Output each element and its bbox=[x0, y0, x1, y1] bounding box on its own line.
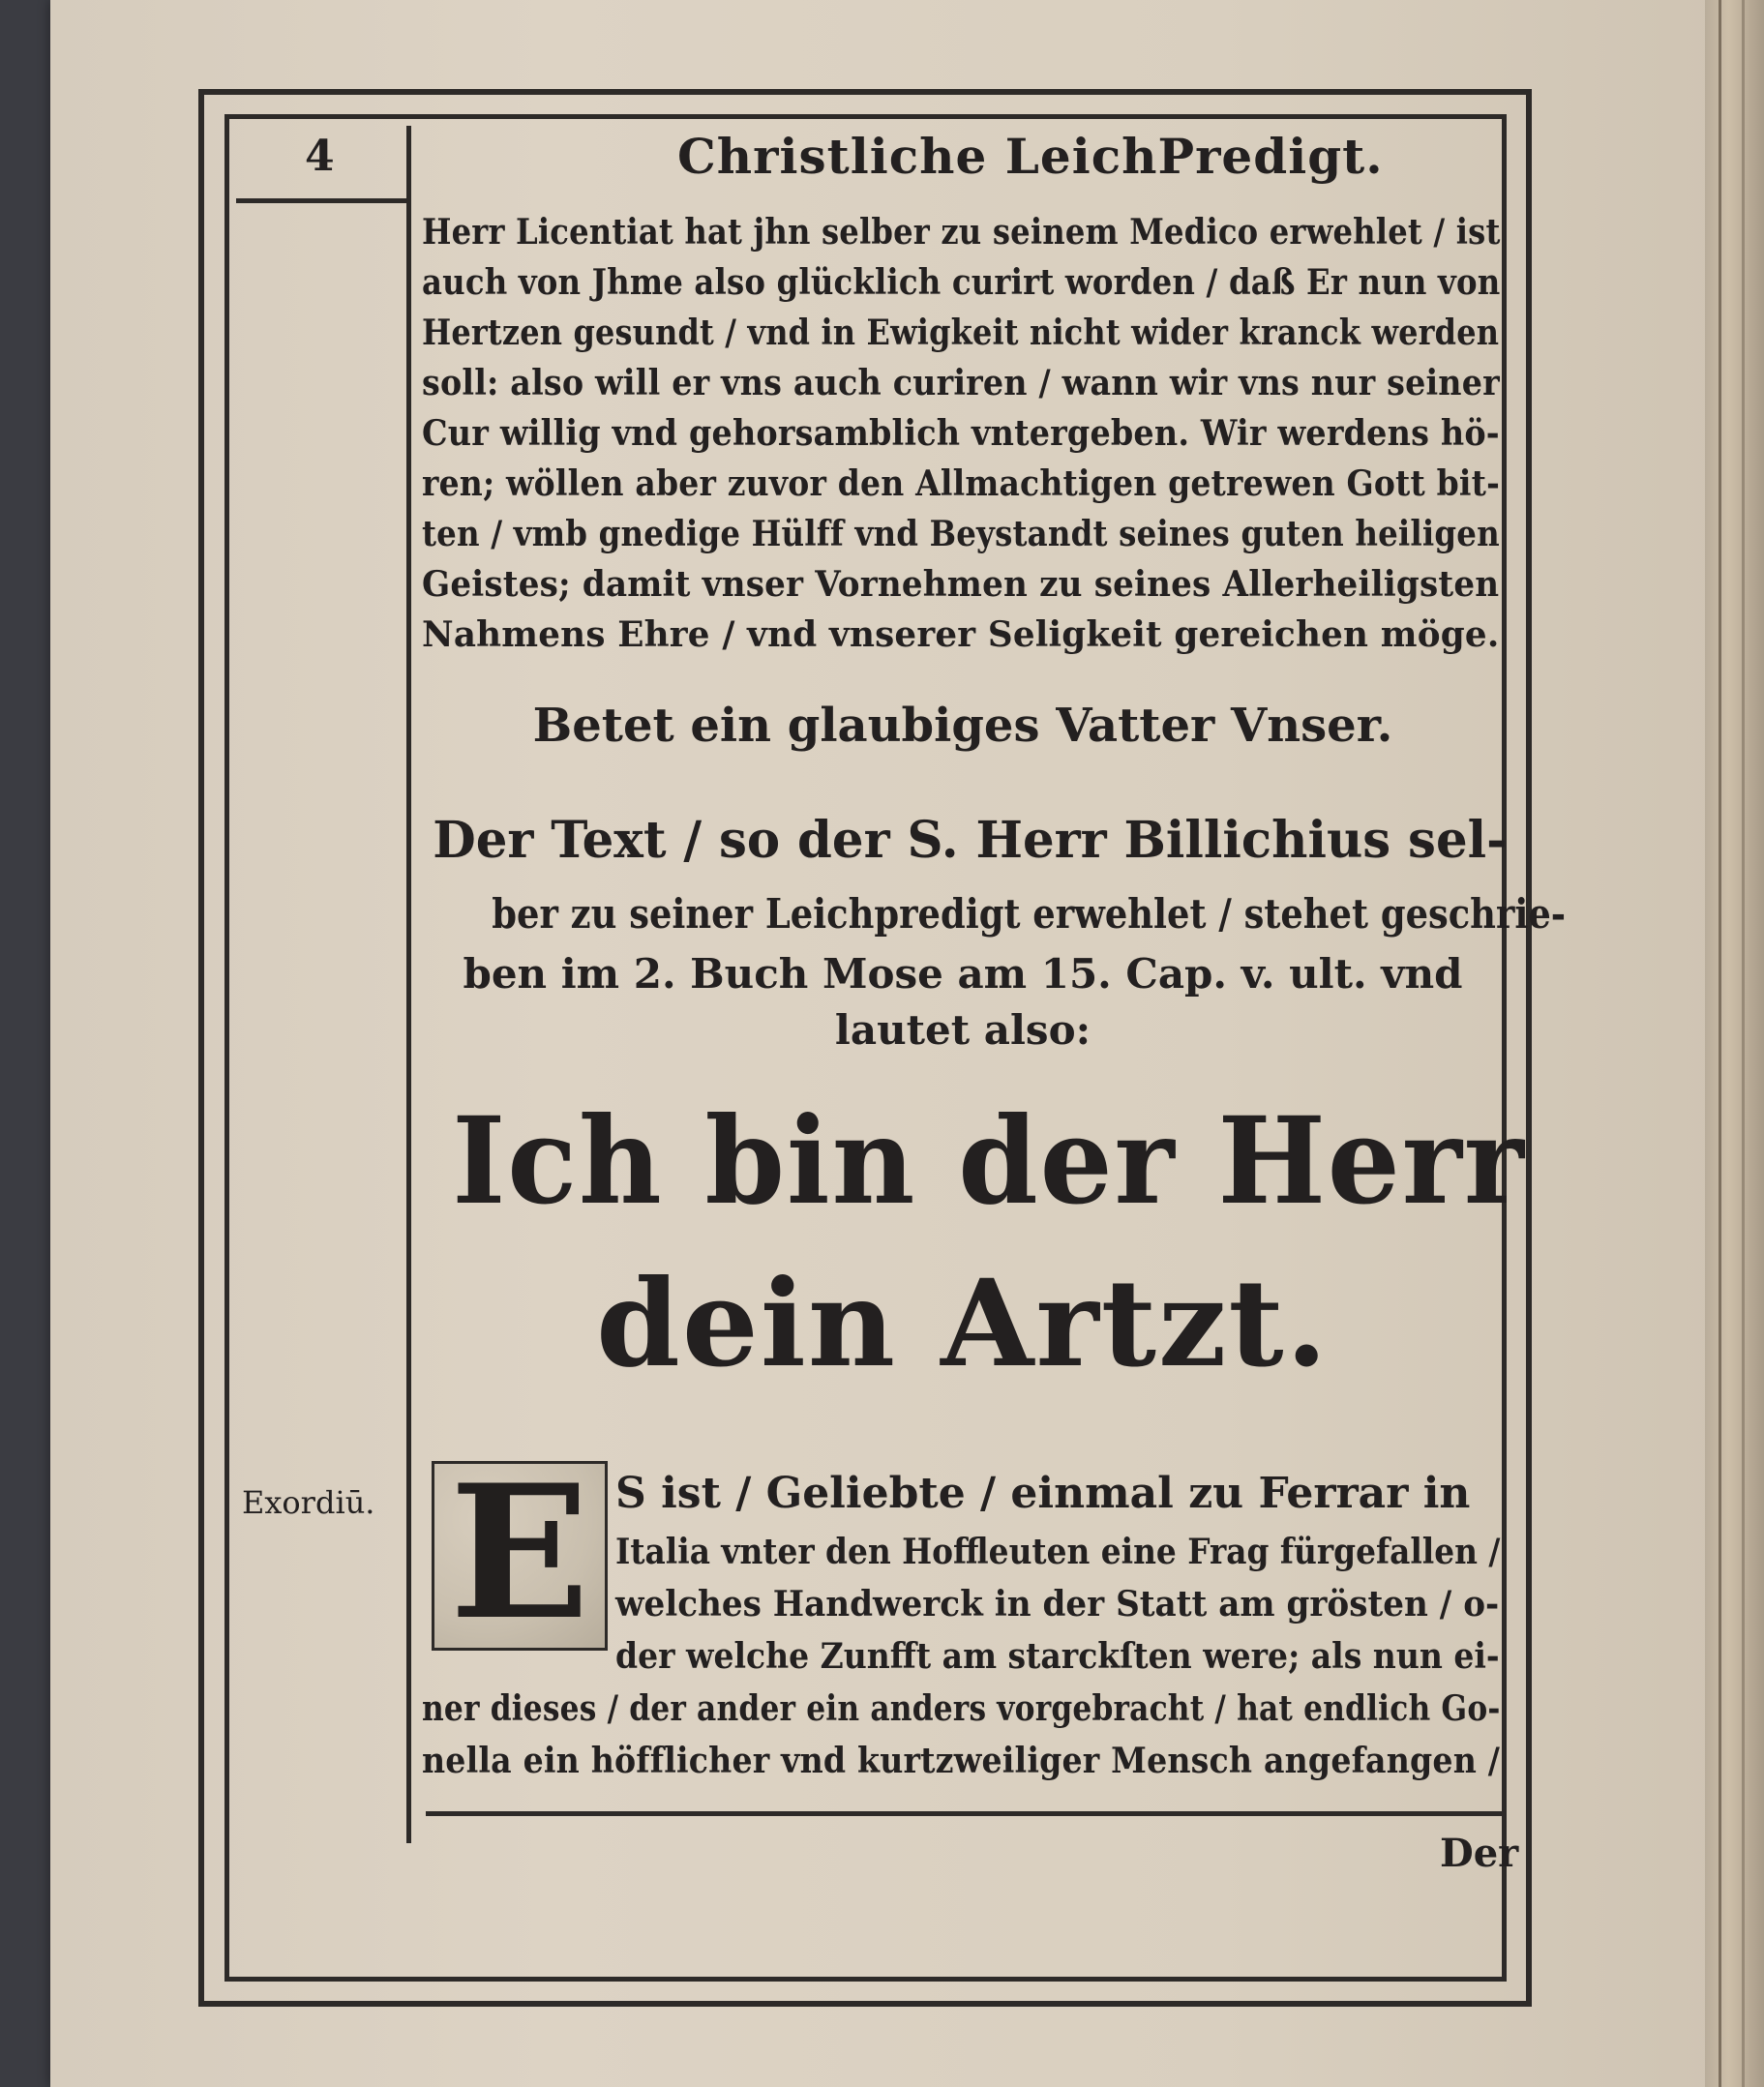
body-line: Cur willig vnd gehorsamblich vntergeben. Wir werdens hö- bbox=[422, 412, 1500, 454]
text-intro-line: ben im 2. Buch Mose am 15. Cap. v. ult. vnd bbox=[463, 950, 1463, 998]
exordium-line: nella ein höfflicher vnd kurtzweiliger Mensch angefangen / bbox=[422, 1740, 1501, 1781]
exordium-line: ner dieses / der ander ein anders vorgebracht / hat endlich Go- bbox=[422, 1687, 1501, 1729]
body-line: Nahmens Ehre / vnd vnserer Seligkeit gereichen möge. bbox=[422, 613, 1500, 655]
exordium-line: Italia vnter den Hoffleuten eine Frag fürgefallen / bbox=[615, 1531, 1501, 1572]
page-edge-line bbox=[1742, 0, 1745, 2087]
text-intro-line: Der Text / so der S. Herr Billichius sel- bbox=[433, 811, 1508, 870]
exordium-line: der welche Zunfft am starckſten were; als nun ei- bbox=[615, 1635, 1500, 1677]
header-rule bbox=[236, 198, 411, 203]
decorated-initial bbox=[432, 1461, 608, 1651]
bottom-rule bbox=[426, 1811, 1507, 1816]
body-line: soll: also will er vns auch curiren / wann wir vns nur seiner bbox=[422, 362, 1500, 403]
body-line: ten / vmb gnedige Hülff vnd Beystandt seines guten heiligen bbox=[422, 513, 1500, 554]
prayer-instruction: Betet ein glaubiges Vatter Vnser. bbox=[532, 699, 1393, 753]
body-line: Hertzen gesundt / vnd in Ewigkeit nicht wider kranck werden bbox=[422, 312, 1500, 353]
text-intro-line: ber zu seiner Leichpredigt erwehlet / stehet geschrie- bbox=[492, 890, 1567, 938]
facing-page-edge bbox=[1705, 0, 1764, 2087]
page-number: 4 bbox=[305, 132, 335, 181]
margin-column-rule bbox=[406, 126, 411, 1843]
page-edge-line bbox=[1719, 0, 1721, 2087]
exordium-line: welches Handwerck in der Statt am grösten / o- bbox=[615, 1583, 1500, 1625]
decorated-initial-letter: E bbox=[449, 1461, 590, 1651]
text-intro-line: lautet also: bbox=[834, 1006, 1091, 1054]
verse-line: Ich bin der Herr bbox=[452, 1091, 1526, 1232]
verse-line: dein Artzt. bbox=[596, 1254, 1330, 1394]
exordium-line: S ist / Geliebte / einmal zu Ferrar in bbox=[615, 1469, 1471, 1518]
body-line: Herr Licentiat hat jhn selber zu seinem Medico erwehlet / ist bbox=[422, 211, 1501, 253]
body-line: auch von Jhme also glücklich curirt worden / daß Er nun von bbox=[422, 261, 1501, 303]
body-line: Geistes; damit vnser Vornehmen zu seines Allerheiligsten bbox=[422, 563, 1500, 605]
running-title: Christliche LeichPredigt. bbox=[677, 128, 1384, 185]
catchword: Der bbox=[1440, 1831, 1519, 1876]
marginal-note: Exordiū. bbox=[242, 1484, 375, 1521]
body-line: ren; wöllen aber zuvor den Allmachtigen getrewen Gott bit- bbox=[422, 462, 1500, 504]
